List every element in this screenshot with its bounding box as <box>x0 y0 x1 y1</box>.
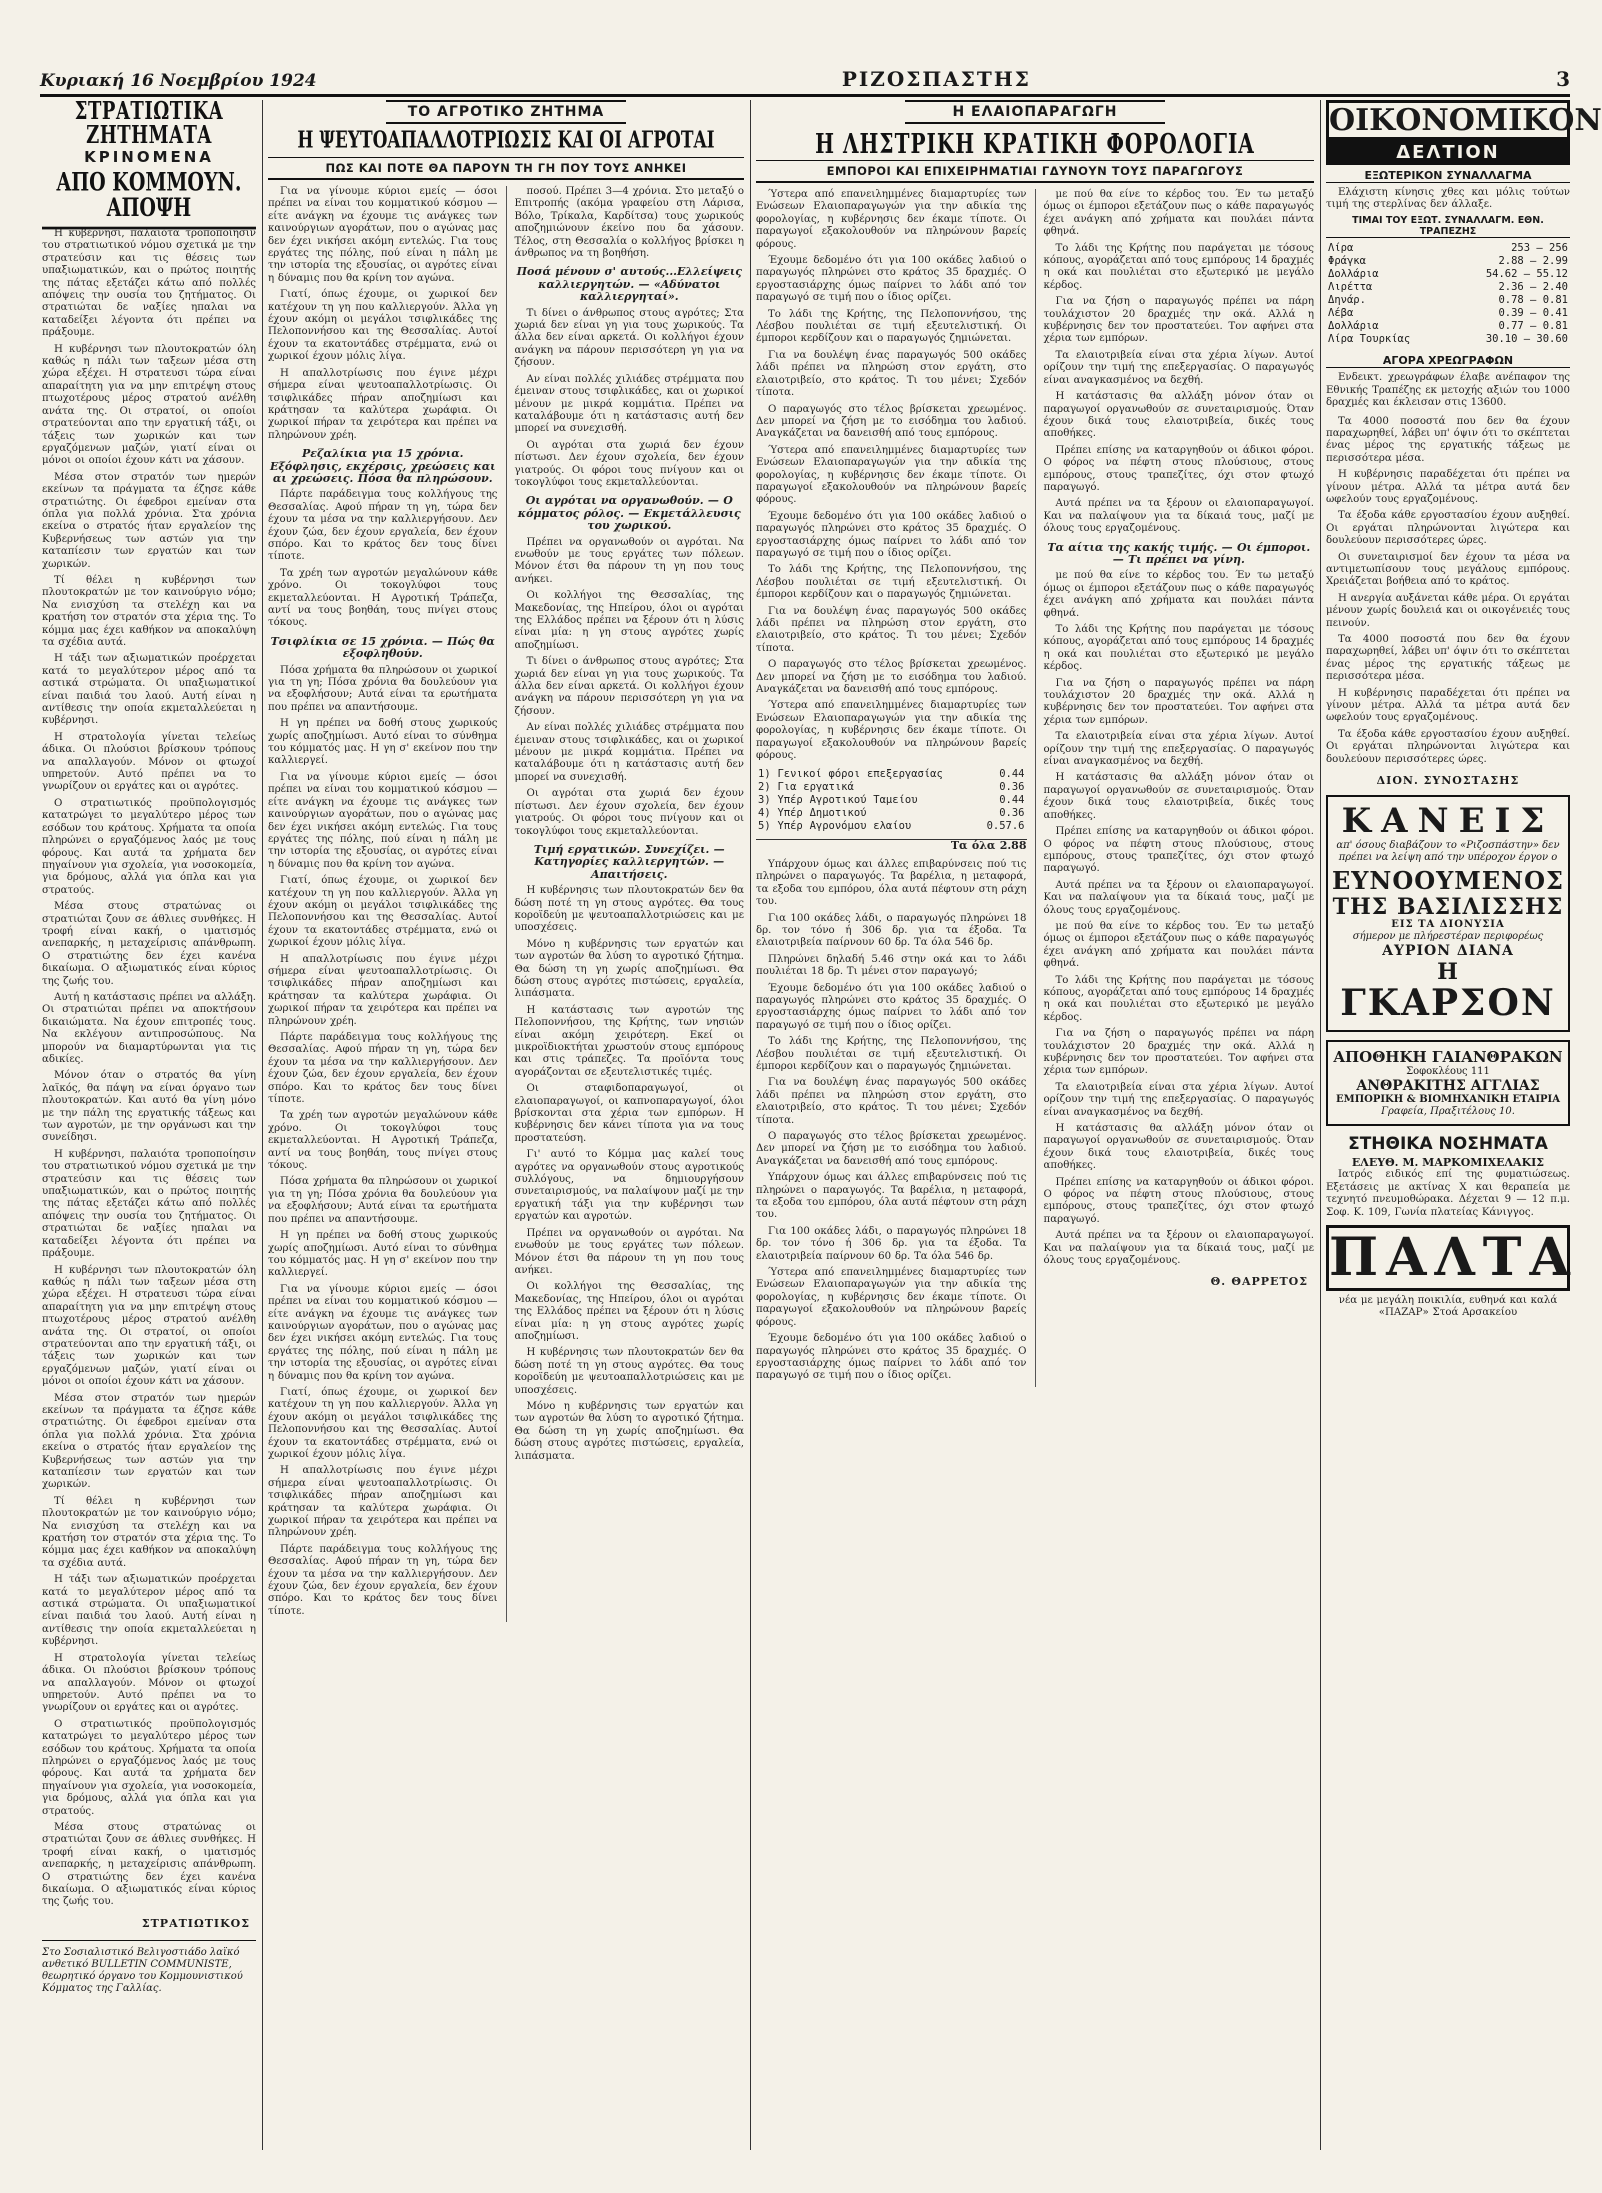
paragraph: Πάρτε παράδειγμα τους κολλήγους της Θεσσαλίας. Αφού πήραν τη γη, τώρα δεν έχουν τα μέσα να την καλλιεργήσουν. Δεν έχουν ζώα, δεν έχουν εργαλεία, δεν έχουν σπόρο. Και το κράτος δεν τους δίνει τίποτε. <box>268 1032 498 1106</box>
cost-label: 5) Υπέρ Αγρονόμου ελαίου <box>758 820 912 833</box>
ad-text: Γραφεία, Πραξιτέλους 10. <box>1381 1106 1515 1118</box>
agrarian-kicker: ΤΟ ΑΓΡΟΤΙΚΟ ΖΗΤΗΜΑ <box>386 100 626 124</box>
ad-title: ΕΥΝΟΟΥΜΕΝΟΣ <box>1332 866 1564 896</box>
paragraph: Η απαλλοτρίωσις που έγινε μέχρι σήμερα είναι ψευτοαπαλλοτρίωσις. Οι τσιφλικάδες πήραν αποζημίωσι και κράτησαν τα καλύτερα χωράφια. Οι χωρικοί πήραν τα χειρότερα και πρέπει να πληρώνουν χρέη. <box>268 1465 498 1539</box>
rate-value: 2.88 — 2.99 <box>1498 255 1568 268</box>
ad-title: ΤΗΣ ΒΑΣΙΛΙΣΣΗΣ <box>1332 893 1564 920</box>
paragraph: Έχουμε δεδομένο ότι για 100 οκάδες λαδιού ο παραγωγός πληρώνει στο κράτος 35 δραχμές. Ο εργοστασιάρχης όμως παίρνει το λάδι από τον παραγωγό σε τιμή που ο ίδιος ορίζει. <box>756 510 1027 559</box>
paragraph: Η κυβέρνησι, παλαιότα τροποποίησιν του στρατιωτικού νόμου σχετικά με την στρατεύσιν και τις θέσεις των υπαξιωματικών, και ο πρώτος ποιητής της πάτας εξετάζει κάτω από πολλές απόψεις την ουσία του ζητήματος. Οι στρατιώται δε ναξίες ηπαλαι να καταδείξει λέγοντα ότι πρέπει να πράξουμε. <box>42 228 256 339</box>
ad-text: ΑΝΘΡΑΚΙΤΗΣ ΑΓΓΛΙΑΣ <box>1356 1077 1540 1094</box>
currency: Δολλάρια <box>1328 268 1379 281</box>
paragraph: Για να γίνουμε κύριοι εμείς — όσοι πρέπει να είναι του κομματικού κόσμου — είτε ανάγκη να έχουμε τις ανάγκες των καινούργιων αγοράτων, που ο αγώνας μας δεν έχει νικήσει ακόμη εντελώς. Για τους εργάτες της πόλης, πού είναι η πάλη με την ιστορία της εξουσίας, οι αγρότες είναι η δύναμις που θα κρίνη τον αγώνα. <box>268 1283 498 1382</box>
paragraph: Τα 4000 ποσοστά που δεν θα έχουν παραχωρηθεί, λάβει υπ' όψιν ότι το σκέπτεται ένας μέρος της εργατικής τάξεως με περισσότερα μέσα. <box>1326 634 1570 683</box>
currency: Λίρα <box>1328 242 1354 255</box>
paragraph: Η κατάστασις θα αλλάξη μόνον όταν οι παραγωγοί οργανωθούν σε συνεταιρισμούς. Όταν έχουν δικά τους ελαιοτριβεία, δικές τους αποθήκες. <box>1043 772 1314 821</box>
military-signature: ΣΤΡΑΤΙΩΤΙΚΟΣ <box>141 1916 250 1930</box>
paragraph: Ο στρατιωτικός προϋπολογισμός κατατρώγει το μεγαλύτερο μέρος των εσόδων του κράτους. Χρήματα τα οποία πληρώνει ο εργαζόμενος λαός με τους φόρους. Και αυτά τα χρήματα δεν πηγαίνουν για σχολεία, για νοσοκομεία, για δρόμους, αλλά για όπλα και για στρατούς. <box>42 1718 256 1817</box>
paragraph: Τα ελαιοτριβεία είναι στα χέρια λίγων. Αυτοί ορίζουν την τιμή της επεξεργασίας. Ο παραγωγός είναι αναγκασμένος να δεχθή. <box>1043 731 1314 768</box>
paragraph: Μέσα στον στρατόν των ημερών εκείνων τα πράγματα τα έζησε κάθε στρατιώτης. Οι έφεδροι εμείναν στα όπλα για πολλά χρόνια. Στα χρόνια εκείνα ο στρατός ήταν εργαλείον της Κυβερνήσεως των αστών για την καταπίεσιν των εργατών και των χωρικών. <box>42 471 256 570</box>
ad-text: σήμερον με πλήρεστέραν περιφορέως <box>1352 931 1544 943</box>
econ-title: ΟΙΚΟΝΟΜΙΚΟΝ <box>1326 100 1570 140</box>
paragraph: Η στρατολογία γίνεται τελείως άδικα. Οι πλούσιοι βρίσκουν τρόπους να απαλλαγούν. Μόνον οι φτωχοί υπηρετούν. Αυτό πρέπει να το γνωρίζουν οι εργάτες και οι αγρότες. <box>42 1652 256 1714</box>
cost-row <box>756 781 1027 794</box>
paragraph: Το λάδι της Κρήτης, της Πελοποννήσου, της Λέσβου πουλιέται σε τιμή εξευτελιστική. Οι έμποροι κερδίζουν και ο παραγωγός ζημιώνεται. <box>756 308 1027 345</box>
page-number: 3 <box>1556 67 1570 91</box>
paragraph: Το λάδι της Κρήτης που παράγεται με τόσους κόπους, αγοράζεται από τους εμπόρους 14 δραχμές η οκά και πουλιέται στο εξωτερικό με μεγάλο κέρδος. <box>1043 624 1314 673</box>
paragraph: Το λάδι της Κρήτης, της Πελοποννήσου, της Λέσβου πουλιέται σε τιμή εξευτελιστική. Οι έμποροι κερδίζουν και ο παραγωγός ζημιώνεται. <box>756 564 1027 601</box>
paragraph: Το λάδι της Κρήτης που παράγεται με τόσους κόπους, αγοράζεται από τους εμπόρους 14 δραχμές η οκά και πουλιέται στο εξωτερικό με μεγάλο κέρδος. <box>1043 974 1314 1023</box>
paragraph: Πάρτε παράδειγμα τους κολλήγους της Θεσσαλίας. Αφού πήραν τη γη, τώρα δεν έχουν τα μέσα να την καλλιεργήσουν. Δεν έχουν ζώα, δεν έχουν εργαλεία, δεν έχουν σπόρο. Και το κράτος δεν τους δίνει τίποτε. <box>268 489 498 563</box>
paragraph: Η κατάστασις θα αλλάξη μόνον όταν οι παραγωγοί οργανωθούν σε συνεταιρισμούς. Όταν έχουν δικά τους ελαιοτριβεία, δικές τους αποθήκες. <box>1043 1123 1314 1172</box>
paragraph: Η απαλλοτρίωσις που έγινε μέχρι σήμερα είναι ψευτοαπαλλοτρίωσις. Οι τσιφλικάδες πήραν αποζημίωσι και κράτησαν τα καλύτερα χωράφια. Οι χωρικοί πήραν τα χειρότερα και πρέπει να πληρώνουν χρέη. <box>268 953 498 1027</box>
rate-value: 0.78 — 0.81 <box>1498 294 1568 307</box>
paragraph: Πρέπει επίσης να καταργηθούν οι άδικοι φόροι. Ο φόρος να πέφτη στους πλούσιους, στους εμπόρους, στους τραπεζίτες, όχι στον φτωχό παραγωγό. <box>1043 1176 1314 1225</box>
foreign-exchange-text <box>1326 187 1570 212</box>
paragraph: Ο παραγωγός στο τέλος βρίσκεται χρεωμένος. Δεν μπορεί να ζήση με το εισόδημα του λαδιού. Αναγκάζεται να δανεισθή από τους εμπόρους. <box>756 659 1027 696</box>
paragraph: Γιατί, όπως έχουμε, οι χωρικοί δεν κατέχουν τη γη που καλλιεργούν. Άλλα γη έχουν ακόμη οι μεγάλοι τσιφλικάδες της Πελοποννήσου και της Θεσσαλίας. Αυτοί έχουν τα εκατοντάδες στρέμματα, ενώ οι χωρικοί έχουν μόλις λίγα. <box>268 1386 498 1460</box>
olive-columns <box>756 189 1314 1387</box>
paragraph: Οι συνεταιρισμοί δεν έχουν τα μέσα να αντιμετωπίσουν τους μεγάλους εμπόρους. Χρειάζεται βοήθεια από το κράτος. <box>1326 551 1570 588</box>
paragraph: ποσού. Πρέπει 3—4 χρόνια. Στο μεταξύ ο Επιτροπής (ακόμα γραφείου στη Λάρισα, Βόλο, Τρίκαλα, Καρδίτσα) τους χωρικούς αποζημιώνουν έκείνο που δα χάσουν. Τέλος, στη Θεσσαλία ο κολλήγος βρίσκει η άνθρωπος να τη βοηθήση. <box>514 186 744 260</box>
paragraph: Η κυβέρνησις παραδέχεται ότι πρέπει να γίνουν μέτρα. Αλλά τα μέτρα αυτά δεν ωφελούν τους εργαζομένους. <box>1326 469 1570 505</box>
ad-body <box>1326 1169 1570 1219</box>
coats-ad-title: ΠΑΛΤΑ <box>1326 1225 1570 1291</box>
currency: Λέβα <box>1328 307 1354 320</box>
paragraph: Η στρατολογία γίνεται τελείως άδικα. Οι πλούσιοι βρίσκουν τρόπους να απαλλαγούν. Μόνον οι φτωχοί υπηρετούν. Αυτό πρέπει να το γνωρίζουν οι εργάτες και οι αγρότες. <box>42 731 256 793</box>
section-heading: Οι αγρόται να οργανωθούν. — Ο κόμματος ρόλος. — Εκμετάλλευσις του χωρικού. <box>517 494 741 533</box>
paragraph: Ύστερα από επανειλημμένες διαμαρτυρίες των Ενώσεων Ελαιοπαραγωγών για την αδικία της φορολογίας, η κυβέρνησις δεν έκαμε τίποτε. Οι παραγωγοί εξακολουθούν να πληρώνουν βαρείς φόρους. <box>756 700 1027 762</box>
paragraph: Πρέπει επίσης να καταργηθούν οι άδικοι φόροι. Ο φόρος να πέφτη στους πλούσιους, στους εμπόρους, στους τραπεζίτες, όχι στον φτωχό παραγωγό. <box>1043 826 1314 875</box>
paragraph: Η τάξι των αξιωματικών προέρχεται κατά το μεγαλύτερον μέρος από τα αστικά στρώματα. Οι υπαξιωματικοί είναι παιδιά του λαού. Αυτή είναι η αντίθεσις την οποία εκμεταλλεύεται η κυβέρνησι. <box>42 653 256 727</box>
paragraph: Τα ελαιοτριβεία είναι στα χέρια λίγων. Αυτοί ορίζουν την τιμή της επεξεργασίας. Ο παραγωγός είναι αναγκασμένος να δεχθή. <box>1043 1081 1314 1118</box>
doctor-ad <box>1326 1134 1570 1219</box>
paragraph: Η γη πρέπει να δοθή στους χωρικούς χωρίς αποζημίωσι. Αυτό είναι το σύνθημα του κόμματός μας. Η γη σ' εκείνον που την καλλιεργεί. <box>268 1230 498 1279</box>
paragraph: Έχουμε δεδομένο ότι για 100 οκάδες λαδιού ο παραγωγός πληρώνει στο κράτος 35 δραχμές. Ο εργοστασιάρχης όμως παίρνει το λάδι από τον παραγωγό σε τιμή που ο ίδιος ορίζει. <box>756 255 1027 304</box>
paragraph: Ο παραγωγός στο τέλος βρίσκεται χρεωμένος. Δεν μπορεί να ζήση με το εισόδημα του λαδιού. Αναγκάζεται να δανεισθή από τους εμπόρους. <box>756 403 1027 440</box>
econ-subtitle: ΔΕΛΤΙΟΝ <box>1326 140 1570 165</box>
paragraph: Υπάρχουν όμως και άλλες επιβαρύνσεις πού τις πληρώνει ο παραγωγός. Τα βαρέλια, η μεταφορά, τα εξοδα του εμπόρου, όλα αυτά πέφτουν στη ράχη του. <box>756 858 1027 908</box>
theatre-ad <box>1326 795 1570 1032</box>
olive-oil-article <box>756 100 1314 2170</box>
paragraph: Η γη πρέπει να δοθή στους χωρικούς χωρίς αποζημίωσι. Αυτό είναι το σύνθημα του κόμματός μας. Η γη σ' εκείνον που την καλλιεργεί. <box>268 718 498 767</box>
paragraph: Πρέπει να οργανωθούν οι αγρόται. Να ενωθούν με τους εργάτες των πόλεων. Μόνον έτσι θα πάρουν τη γη που τους ανήκει. <box>514 1227 744 1276</box>
paragraph: Για να δουλέψη ένας παραγωγός 500 οκάδες λάδι πρέπει να πληρώση στον εργάτη, στο ελαιοτριβείο, στο κράτος. Τι του μένει; Σχεδόν τίποτα. <box>756 349 1027 399</box>
paragraph: Ύστερα από επανειλημμένες διαμαρτυρίες των Ενώσεων Ελαιοπαραγωγών για την αδικία της φορολογίας, η κυβέρνησις δεν έκαμε τίποτε. Οι παραγωγοί εξακολουθούν να πληρώνουν βαρείς φόρους. <box>756 444 1027 506</box>
paragraph: Η τάξι των αξιωματικών προέρχεται κατά το μεγαλύτερον μέρος από τα αστικά στρώματα. Οι υπαξιωματικοί είναι παιδιά του λαού. Αυτή είναι η αντίθεσις την οποία εκμεταλλεύεται η κυβέρνησι. <box>42 1574 256 1648</box>
paragraph: Για να ζήση ο παραγωγός πρέπει να πάρη τουλάχιστον 20 δραχμές την οκά. Αλλά η κυβέρνησις δεν τον προστατεύει. Τον αφήνει στα χέρια των εμπόρων. <box>1043 296 1314 345</box>
military-footnote: Στο Σοσιαλιστικό Βελιγοστιάδο λαϊκό ανθετικό BULLETIN COMMUNISTE, θεωρητικό όργανο του Κομμουνιστικού Κόμματος της Γαλλίας. <box>42 1940 256 1995</box>
section-heading: Ποσά μένουν σ' αυτούς...Ελλείψεις καλλιεργητών. — «Αδύνατοι καλλιεργηταί». <box>516 265 742 304</box>
rate-value: 0.77 — 0.81 <box>1498 320 1568 333</box>
paragraph: Πάρτε παράδειγμα τους κολλήγους της Θεσσαλίας. Αφού πήραν τη γη, τώρα δεν έχουν τα μέσα να την καλλιεργήσουν. Δεν έχουν ζώα, δεν έχουν εργαλεία, δεν έχουν σπόρο. Και το κράτος δεν τους δίνει τίποτε. <box>268 1543 498 1617</box>
agrarian-col-b <box>515 186 745 1622</box>
ad-title: ΣΤΗΘΙΚΑ ΝΟΣΗΜΑΤΑ <box>1348 1134 1548 1155</box>
military-article <box>42 97 256 2170</box>
ad-heading: ΚΑΝΕΙΣ <box>1341 801 1555 842</box>
cost-label: 1) Γενικοί φόροι επεξεργασίας <box>758 768 943 781</box>
paragraph: Ο παραγωγός στο τέλος βρίσκεται χρεωμένος. Δεν μπορεί να ζήση με το εισόδημα του λαδιού. Αναγκάζεται να δανεισθή από τους εμπόρους. <box>756 1131 1027 1167</box>
paragraph: με πού θα είνε το κέρδος του. Έν τω μεταξύ όμως οι έμποροι εξετάζουν πως ο κάθε παραγωγός έχει ανάγκη από χρήματα και πουλάει πάντα φθηνά. <box>1043 189 1314 238</box>
paragraph: Οι αγρόται στα χωριά δεν έχουν πίστωσι. Δεν έχουν σχολεία, δεν έχουν γιατρούς. Οι φόροι τους πνίγουν και οι τοκογλύφοι τους εκμεταλλεύονται. <box>514 788 744 837</box>
securities-heading: ΑΓΟΡΑ ΧΡΕΩΓΡΑΦΩΝ <box>1326 354 1570 368</box>
military-subtitle: ΚΡΙΝΟΜΕΝΑ <box>84 148 214 166</box>
military-headline: ΑΠΟ ΚΟΜΜΟΥΝ. ΑΠΟΨΗ <box>42 170 256 229</box>
rate-row <box>1326 242 1570 255</box>
ad-title: ΑΠΟΘΗΚΗ ΓΑΙΑΝΘΡΑΚΩΝ <box>1333 1047 1563 1066</box>
paragraph: Ύστερα από επανειλημμένες διαμαρτυρίες των Ενώσεων Ελαιοπαραγωγών για την αδικία της φορολογίας, η κυβέρνησις δεν έκαμε τίποτε. Οι παραγωγοί εξακολουθούν να πληρώνουν βαρείς φόρους. <box>756 1267 1027 1328</box>
ad-venue: ΕΙΣ ΤΑ ΔΙΟΝΥΣΙΑ <box>1391 919 1505 931</box>
paragraph: Γιατί, όπως έχουμε, οι χωρικοί δεν κατέχουν τη γη που καλλιεργούν. Άλλα γη έχουν ακόμη οι μεγάλοι τσιφλικάδες της Πελοποννήσου και της Θεσσαλίας. Αυτοί έχουν τα εκατοντάδες στρέμματα, ενώ οι χωρικοί έχουν μόλις λίγα. <box>268 875 498 949</box>
paragraph: Ύστερα από επανειλημμένες διαμαρτυρίες των Ενώσεων Ελαιοπαραγωγών για την αδικία της φορολογίας, η κυβέρνησις δεν έκαμε τίποτε. Οι παραγωγοί εξακολουθούν να πληρώνουν βαρείς φόρους. <box>756 189 1027 250</box>
military-title: ΣΤΡΑΤΙΩΤΙΚΑ ΖΗΤΗΜΑΤΑ <box>74 97 224 150</box>
paragraph: Μέσα στον στρατόν των ημερών εκείνων τα πράγματα τα έζησε κάθε στρατιώτης. Οι έφεδροι εμείναν στα όπλα για πολλά χρόνια. Στα χρόνια εκείνα ο στρατός ήταν εργαλείον της Κυβερνήσεως των αστών για την καταπίεσιν των εργατών και των χωρικών. <box>42 1392 256 1491</box>
paragraph: Τα χρέη των αγροτών μεγαλώνουν κάθε χρόνο. Οι τοκογλύφοι τους εκμεταλλεύονται. Η Αγροτική Τράπεζα, αντί να τους βοηθάη, τους πνίγει στους τόκους. <box>268 567 498 629</box>
paragraph: Πόσα χρήματα θα πληρώσουν οι χωρικοί για τη γη; Πόσα χρόνια θα δουλεύουν για να εξοφλήσουν; Αυτά είναι τα ερωτήματα που πρέπει να απαντήσουμε. <box>268 664 498 713</box>
ad-title: Η <box>1437 958 1459 985</box>
paragraph: Η κυβέρνησι, παλαιότα τροποποίησιν του στρατιωτικού νόμου σχετικά με την στρατεύσιν και τις θέσεις των υπαξιωματικών, και ο πρώτος ποιητής της πάτας εξετάζει κάτω από πολλές απόψεις την ουσία του ζητήματος. Οι στρατιώται δε ναξίες ηπαλαι να καταδείξει λέγοντα ότι πρέπει να πράξουμε. <box>42 1148 256 1260</box>
rate-value: 2.36 — 2.40 <box>1498 281 1568 294</box>
cost-label: 3) Υπέρ Αγροτικού Ταμείου <box>758 794 918 807</box>
paragraph: Για να γίνουμε κύριοι εμείς — όσοι πρέπει να είναι του κομματικού κόσμου — είτε ανάγκη να έχουμε τις ανάγκες των καινούργιων αγοράτων, που ο αγώνας μας δεν έχει νικήσει ακόμη εντελώς. Για τους εργάτες της πόλης, πού είναι η πάλη με την ιστορία της εξουσίας, οι αγρότες είναι η δύναμις που θα κρίνη τον αγώνα. <box>268 186 498 284</box>
paragraph: Η κυβέρνησις παραδέχεται ότι πρέπει να γίνουν μέτρα. Αλλά τα μέτρα αυτά δεν ωφελούν τους εργαζομένους. <box>1326 687 1570 724</box>
rate-row <box>1326 333 1570 346</box>
agrarian-columns <box>268 186 744 1622</box>
inner-rule <box>1035 189 1036 1387</box>
masthead <box>40 62 1570 97</box>
paragraph: Μόνον όταν ο στρατός θα γίνη λαϊκός, θα πάψη να είναι όργανο των πλουτοκρατών. Και αυτό θα γίνη μόνο με την πάλη της εργατικής τάξεως και των αγροτών, με την οργάνωσι και την συνείδησι. <box>42 1070 256 1144</box>
olive-headline: Η ΛΗΣΤΡΙΚΗ ΚΡΑΤΙΚΗ ΦΟΡΟΛΟΓΙΑ <box>815 127 1255 160</box>
paragraph: Το λάδι της Κρήτης που παράγεται με τόσους κόπους, αγοράζεται από τους εμπόρους 14 δραχμές η οκά και πουλιέται στο εξωτερικό με μεγάλο κέρδος. <box>1043 242 1314 291</box>
paragraph: Υπάρχουν όμως και άλλες επιβαρύνσεις πού τις πληρώνει ο παραγωγός. Τα βαρέλια, η μεταφορά, τα εξοδα του εμπόρου, όλα αυτά πέφτουν στη ράχη του. <box>756 1172 1027 1221</box>
paragraph: Τα έξοδα κάθε εργοστασίου έχουν αυξηθεί. Οι εργάται πληρώνονται λιγώτερα και δουλεύουν περισσότερες ώρες. <box>1326 728 1570 765</box>
paragraph: Αυτά πρέπει να τα ξέρουν οι ελαιοπαραγωγοί. Και να παλαίψουν για τα δίκαιά τους, μαζί με όλους τους εργαζομένους. <box>1043 1230 1314 1267</box>
paragraph: Η κατάστασις των αγροτών της Πελοποννήσου, της Κρήτης, των νησιών είναι ακόμη χειρότερη. Εκεί οι μικροϊδιοκτήται χρωστούν στους εμπόρους και στις τράπεζες. Τα προϊόντα τους αγοράζονται σε εξευτελιστικές τιμές. <box>514 1004 744 1078</box>
paragraph: Πρέπει επίσης να καταργηθούν οι άδικοι φόροι. Ο φόρος να πέφτη στους πλούσιους, στους εμπόρους, στους τραπεζίτες, όχι στον φτωχό παραγωγό. <box>1043 444 1314 493</box>
cost-row <box>756 794 1027 807</box>
coal-ad <box>1326 1040 1570 1127</box>
currency: Λιρέττα <box>1328 281 1373 294</box>
cost-value: 0.44 <box>999 794 1025 807</box>
paragraph: Η ανεργία αυξάνεται κάθε μέρα. Οι εργάται μένουν χωρίς δουλειά και οι οικογένειές τους πεινούν. <box>1326 592 1570 629</box>
cost-label: 4) Υπέρ Δημοτικού <box>758 807 867 820</box>
ad-text: ΑΥΡΙΟΝ ΔΙΑΝΑ <box>1382 943 1514 960</box>
column-rule <box>262 100 263 2150</box>
paragraph: Οι σταφιδοπαραγωγοί, οι ελαιοπαραγωγοί, οι καπνοπαραγωγοί, όλοι βρίσκονται στα χέρια των εμπόρων. Η κυβέρνησις δεν κάνει τίποτα για να τους προστατεύση. <box>514 1083 744 1144</box>
paragraph: Ο στρατιωτικός προϋπολογισμός κατατρώγει το μεγαλύτερο μέρος των εσόδων του κράτους. Χρήματα τα οποία πληρώνει ο εργαζόμενος λαός με τους φόρους. Και αυτά τα χρήματα δεν πηγαίνουν για σχολεία, για νοσοκομεία, για δρόμους, αλλά για όπλα και για στρατούς. <box>42 797 256 896</box>
ad-text: απ' όσους διαβάζουν το «Ριζοσπάστην» δεν πρέπει να λείψη από την υπέροχον έργον ο <box>1336 840 1560 864</box>
paragraph: Τα 4000 ποσοστά που δεν θα έχουν παραχωρηθεί, λάβει υπ' όψιν ότι το σκέπτεται ένας μέρος της εργατικής τάξεως με περισσότερα μέσα. <box>1326 415 1570 464</box>
ad-text: Σοφοκλέους 111 <box>1406 1065 1490 1077</box>
column-rule <box>1320 100 1321 2150</box>
econ-signature: ΔΙΟΝ. ΣΥΝΟΣΤΑΣΗΣ <box>1376 774 1520 788</box>
currency: Φράγκα <box>1328 255 1366 268</box>
paragraph: Η κυβέρνησι των πλουτοκρατών όλη καθώς η πάλι των ταξεων μέσα στη χώρα εξέχει. Η στρατευσι τώρα είναι απαραίτητη για να μην επιτρέψη στους πτωχοτέρους μέρος στρατού ανέλθη ανάτα της. Οι στρατοί, οι οποίοι στρατεύονται απο την εργατική τάξι, οι τάξεις των χωρικών και των εργαζόμενων μαζών, γιατί είναι οι μόνοι οι οποίοι έχουν κάτι να χάσουν. <box>42 343 256 467</box>
paragraph: Για να δουλέψη ένας παραγωγός 500 οκάδες λάδι πρέπει να πληρώση στον εργάτη, στο ελαιοτριβείο, στο κράτος. Τι του μένει; Σχεδόν τίποτα. <box>756 1077 1027 1126</box>
rate-value: 54.62 — 55.12 <box>1485 268 1568 281</box>
paragraph: Αν είναι πολλές χιλιάδες στρέμματα που έμειναν στους τσιφλικάδες, και οι χωρικοί μένουν με μικρά κομμάτια. Πρέπει να καταλάβουμε ότι η κατάστασις αυτή δεν μπορεί να συνεχισθή. <box>514 722 744 783</box>
paragraph: Οι αγρόται στα χωριά δεν έχουν πίστωσι. Δεν έχουν σχολεία, δεν έχουν γιατρούς. Οι φόροι τους πνίγουν και οι τοκογλύφοι τους εκμεταλλεύονται. <box>514 439 744 488</box>
paragraph: Για να ζήση ο παραγωγός πρέπει να πάρη τουλάχιστον 20 δραχμές την οκά. Αλλά η κυβέρνησις δεν τον προστατεύει. Τον αφήνει στα χέρια των εμπόρων. <box>1043 677 1314 726</box>
paragraph: Ενδεικτ. χρεωγράφων έλαβε ανέπαφον της Εθνικής Τραπέζης εκ μετοχής αξιών του 1000 δραχμές και έκλεισαν στις 13600. <box>1326 372 1570 409</box>
paragraph: Η κυβέρνησις των πλουτοκρατών δεν θα δώση ποτέ τη γη στους αγρότες. Θα τους κοροϊδεύη με ψευτοαπαλλοτριώσεις και με υποσχέσεις. <box>514 885 744 934</box>
agrarian-headline: Η ΨΕΥΤΟΑΠΑΛΛΟΤΡΙΩΣΙΣ ΚΑΙ ΟΙ ΑΓΡΟΤΑΙ <box>297 127 715 155</box>
currency: Λίρα Τουρκίας <box>1328 333 1411 346</box>
cost-value: 0.57.6 <box>986 820 1025 833</box>
paragraph: Αν είναι πολλές χιλιάδες στρέμματα που έμειναν στους τσιφλικάδες, και οι χωρικοί μένουν με μικρά κομμάτια. Πρέπει να καταλάβουμε ότι η κατάστασις αυτή δεν μπορεί να συνεχισθή. <box>514 373 744 435</box>
rate-row <box>1326 281 1570 294</box>
inner-rule <box>506 186 507 1622</box>
cost-label: 2) Για εργατικά <box>758 781 854 794</box>
economic-column <box>1326 100 1602 2170</box>
paragraph: Τα ελαιοτριβεία είναι στα χέρια λίγων. Αυτοί ορίζουν την τιμή της επεξεργασίας. Ο παραγωγός είναι αναγκασμένος να δεχθή. <box>1043 349 1314 386</box>
paragraph: Το λάδι της Κρήτης, της Πελοποννήσου, της Λέσβου πουλιέται σε τιμή εξευτελιστική. Οι έμποροι κερδίζουν και ο παραγωγός ζημιώνεται. <box>756 1036 1027 1072</box>
paragraph: Ελάχιστη κίνησις χθες και μόλις τούτων τιμή της στερλίνας δεν άλλαξε. <box>1326 186 1570 210</box>
olive-kicker: Η ΕΛΑΙΟΠΑΡΑΓΩΓΗ <box>905 100 1165 124</box>
agrarian-subhead: ΠΩΣ ΚΑΙ ΠΟΤΕ ΘΑ ΠΑΡΟΥΝ ΤΗ ΓΗ ΠΟΥ ΤΟΥΣ ΑΝΗΚΕΙ <box>268 157 744 180</box>
rate-row <box>1326 307 1570 320</box>
currency: Δηνάρ. <box>1328 294 1366 307</box>
paragraph: Μέσα στους στρατώνας οι στρατιώται ζουν σε άθλιες συνθήκες. Η τροφή είναι κακή, ο ιματισμός ανεπαρκής, η μεταχείρισις απάνθρωπη. Ο στρατιώτης δεν έχει κανένα δικαίωμα. Ο αξιωματικός είναι κύριος της ζωής του. <box>42 1821 256 1908</box>
ad-text: ΕΛΕΥΘ. Μ. ΜΑΡΚΟΜΙΧΕΛΑΚΙΣ <box>1351 1156 1545 1170</box>
econ-news <box>1326 416 1570 767</box>
paragraph: νέα με μεγάλη ποικιλία, ευθηνά και καλά «ΠΑΖΑΡ» Στοά Αρσακείου <box>1338 1294 1558 1319</box>
olive-col-b <box>1044 189 1315 1387</box>
rate-value: 0.39 — 0.41 <box>1498 307 1568 320</box>
exchange-rates-table <box>1326 242 1570 346</box>
rate-row <box>1326 294 1570 307</box>
paragraph: Τι δίνει ο άνθρωπος στους αγρότες; Στα χωριά δεν είναι γη για τους χωρικούς. Τα άλλα δεν είναι αρκετά. Οι κολλήγοι έχουν ανάγκη να πάρουν περισσότερη γη για να ζήσουν. <box>514 656 744 717</box>
coats-ad-text <box>1326 1295 1570 1320</box>
rate-value: 253 — 256 <box>1511 242 1568 255</box>
currency: Δολλάρια <box>1328 320 1379 333</box>
paragraph: Για 100 οκάδες λάδι, ο παραγωγός πληρώνει 18 δρ. τον τόνο ή 306 δρ. για τα έξοδα. Τα ελαιοτριβεία παίρνουν 60 δρ. Τα όλα 546 δρ. <box>756 912 1027 949</box>
olive-subhead: ΕΜΠΟΡΟΙ ΚΑΙ ΕΠΙΧΕΙΡΗΜΑΤΙΑΙ ΓΔΥΝΟΥΝ ΤΟΥΣ ΠΑΡΑΓΩΓΟΥΣ <box>756 160 1314 183</box>
paragraph: Γι' αυτό το Κόμμα μας καλεί τους αγρότες να οργανωθούν στους αγροτικούς συλλόγους, να δημιουργήσουν συνεταιρισμούς, να παλαίψουν μαζί με την εργατική τάξι για την κυβέρνησι των εργατών και αγροτών. <box>514 1149 744 1223</box>
rate-row <box>1326 255 1570 268</box>
paragraph: Τα έξοδα κάθε εργοστασίου έχουν αυξηθεί. Οι εργάται πληρώνονται λιγώτερα και δουλεύουν περισσότερες ώρες. <box>1326 510 1570 547</box>
paragraph: Η κυβέρνησις των πλουτοκρατών δεν θα δώση ποτέ τη γη στους αγρότες. Θα τους κοροϊδεύη με ψευτοαπαλλοτριώσεις και με υποσχέσεις. <box>514 1347 744 1396</box>
paragraph: Η κατάστασις θα αλλάξη μόνον όταν οι παραγωγοί οργανωθούν σε συνεταιρισμούς. Όταν έχουν δικά τους ελαιοτριβεία, δικές τους αποθήκες. <box>1043 391 1314 440</box>
section-heading: Τσιφλίκια σε 15 χρόνια. — Πώς θα εξοφληθούν. <box>270 634 495 661</box>
section-heading: Τα αίτια της κακής τιμής. — Οι έμποροι. — Τι πρέπει να γίνη. <box>1047 540 1311 566</box>
paragraph: Η απαλλοτρίωσις που έγινε μέχρι σήμερα είναι ψευτοαπαλλοτρίωσις. Οι τσιφλικάδες πήραν αποζημίωσι και κράτησαν τα καλύτερα χωράφια. Οι χωρικοί πήραν τα χειρότερα και πρέπει να πληρώνουν χρέη. <box>268 367 498 441</box>
rate-value: 30.10 — 30.60 <box>1485 333 1568 346</box>
paragraph: Για να ζήση ο παραγωγός πρέπει να πάρη τουλάχιστον 20 δραχμές την οκά. Αλλά η κυβέρνησις δεν τον προστατεύει. Τον αφήνει στα χέρια των εμπόρων. <box>1043 1028 1314 1077</box>
paragraph: Γιατί, όπως έχουμε, οι χωρικοί δεν κατέχουν τη γη που καλλιεργούν. Άλλα γη έχουν ακόμη οι μεγάλοι τσιφλικάδες της Πελοποννήσου και της Θεσσαλίας. Αυτοί έχουν τα εκατοντάδες στρέμματα, ενώ οι χωρικοί έχουν μόλις λίγα. <box>268 289 498 363</box>
paragraph: Οι κολλήγοι της Θεσσαλίας, της Μακεδονίας, της Ηπείρου, όλοι οι αγρόται της Ελλάδος πρέπει να ξέρουν ότι η λύσις είναι μία: η γη στους αγρότες χωρίς αποζημίωσι. <box>514 590 744 651</box>
paragraph: Μόνο η κυβέρνησις των εργατών και των αγροτών θα λύση το αγροτικό ζήτημα. Θα δώση τη γη χωρίς αποζημίωσι. Θα δώση στους αγρότες πιστώσεις, εργαλεία, λιπάσματα. <box>514 938 744 1000</box>
paragraph: Αυτά πρέπει να τα ξέρουν οι ελαιοπαραγωγοί. Και να παλαίψουν για τα δίκαιά τους, μαζί με όλους τους εργαζομένους. <box>1043 879 1314 916</box>
cost-value: 0.36 <box>999 807 1025 820</box>
paragraph: Για να γίνουμε κύριοι εμείς — όσοι πρέπει να είναι του κομματικού κόσμου — είτε ανάγκη να έχουμε τις ανάγκες των καινούργιων αγοράτων, που ο αγώνας μας δεν έχει νικήσει ακόμη εντελώς. Για τους εργάτες της πόλης, πού είναι η πάλη με την ιστορία της εξουσίας, οι αγρότες είναι η δύναμις που θα κρίνη τον αγώνα. <box>268 771 498 870</box>
agrarian-col-a <box>268 186 498 1622</box>
paragraph: Έχουμε δεδομένο ότι για 100 οκάδες λαδιού ο παραγωγός πληρώνει στο κράτος 35 δραχμές. Ο εργοστασιάρχης όμως παίρνει το λάδι από τον παραγωγό σε τιμή που ο ίδιος ορίζει. <box>756 1333 1027 1382</box>
paragraph: Τα χρέη των αγροτών μεγαλώνουν κάθε χρόνο. Οι τοκογλύφοι τους εκμεταλλεύονται. Η Αγροτική Τράπεζα, αντί να τους βοηθάη, τους πνίγει στους τόκους. <box>268 1110 498 1172</box>
paragraph: Η κυβέρνησι των πλουτοκρατών όλη καθώς η πάλι των ταξεων μέσα στη χώρα εξέχει. Η στρατευσι τώρα είναι απαραίτητη για να μην επιτρέψη στους πτωχοτέρους μέρος στρατού ανέλθη ανάτα της. Οι στρατοί, οι οποίοι στρατεύονται απο την εργατική τάξι, οι τάξεις των χωρικών και των εργαζόμενων μαζών, γιατί είναι οι μόνοι οι οποίοι έχουν κάτι να χάσουν. <box>42 1264 256 1388</box>
foreign-exchange-heading: ΕΞΩΤΕΡΙΚΟΝ ΣΥΝΑΛΛΑΓΜΑ <box>1326 169 1570 183</box>
paragraph: Μέσα στους στρατώνας οι στρατιώται ζουν σε άθλιες συνθήκες. Η τροφή είναι κακή, ο ιματισμός ανεπαρκής, η μεταχείρισις απάνθρωπη. Ο στρατιώτης δεν έχει κανένα δικαίωμα. Ο αξιωματικός είναι κύριος της ζωής του. <box>42 901 256 987</box>
issue-date: Κυριακή 16 Νοεμβρίου 1924 <box>40 71 317 91</box>
olive-signature: Θ. ΘΑΡΡΕΤΟΣ <box>1210 1274 1308 1288</box>
paragraph: Έχουμε δεδομένο ότι για 100 οκάδες λαδιού ο παραγωγός πληρώνει στο κράτος 35 δραχμές. Ο εργοστασιάρχης όμως παίρνει το λάδι από τον παραγωγό σε τιμή που ο ίδιος ορίζει. <box>756 982 1027 1031</box>
military-body <box>42 228 256 1909</box>
paragraph: Πληρώνει δηλαδή 5.46 στην οκά και το λάδι πουλιέται 18 δρ. Τι μένει στον παραγωγό; <box>756 953 1027 978</box>
cost-row <box>756 807 1027 820</box>
cost-value: 0.44 <box>999 768 1025 781</box>
paragraph: Μόνο η κυβέρνησις των εργατών και των αγροτών θα λύση το αγροτικό ζήτημα. Θα δώση τη γη χωρίς αποζημίωσι. Θα δώση στους αγρότες πιστώσεις, εργαλεία, λιπάσματα. <box>514 1400 744 1462</box>
paragraph: Τί θέλει η κυβέρνησι των πλουτοκρατών με τον καινούργιο νόμο; Να ενισχύση τα στελέχη και να κρατήση τον στρατόν στα χέρια της. Το κόμμα μας έχει καθήκον να αποκαλύψη τα σχέδια αυτά. <box>42 574 256 648</box>
paragraph: με πού θα είνε το κέρδος του. Έν τω μεταξύ όμως οι έμποροι εξετάζουν πως ο κάθε παραγωγός έχει ανάγκη από χρήματα και πουλάει πάντα φθηνά. <box>1043 570 1314 619</box>
olive-col-a <box>756 189 1027 1387</box>
ad-title: ΓΚΑΡΣΟΝ <box>1340 982 1556 1025</box>
column-rule <box>750 100 751 2150</box>
cost-value: 0.36 <box>999 781 1025 794</box>
cost-total: Τα όλα 2.88 <box>756 839 1027 852</box>
securities-text <box>1326 372 1570 409</box>
rates-heading: ΤΙΜΑΙ ΤΟΥ ΕΞΩΤ. ΣΥΝΑΛΛΑΓΜ. ΕΘΝ. ΤΡΑΠΕΖΗΣ <box>1326 215 1570 238</box>
paragraph: Για 100 οκάδες λάδι, ο παραγωγός πληρώνει 18 δρ. τον τόνο ή 306 δρ. για τα έξοδα. Τα ελαιοτριβεία παίρνουν 60 δρ. Τα όλα 546 δρ. <box>756 1225 1027 1262</box>
rate-row <box>1326 320 1570 333</box>
paragraph: Τι δίνει ο άνθρωπος στους αγρότες; Στα χωριά δεν είναι γη για τους χωρικούς. Τα άλλα δεν είναι αρκετά. Οι κολλήγοι έχουν ανάγκη να πάρουν περισσότερη γη για να ζήσουν. <box>514 307 744 369</box>
cost-row <box>756 820 1027 833</box>
paragraph: Τί θέλει η κυβέρνησι των πλουτοκρατών με τον καινούργιο νόμο; Να ενισχύση τα στελέχη και να κρατήση τον στρατόν στα χέρια της. Το κόμμα μας έχει καθήκον να αποκαλύψη τα σχέδια αυτά. <box>42 1495 256 1569</box>
paragraph: Ιατρός ειδικός επί της φυματιώσεως. Εξετάσεις με ακτίνας Χ και θεραπεία με τεχνητό πνευμοθώρακα. Δέχεται 9 — 12 π.μ. Σοφ. Κ. 109, Γωνία πλατείας Κάνιγγος. <box>1326 1169 1570 1218</box>
paragraph: Για να δουλέψη ένας παραγωγός 500 οκάδες λάδι πρέπει να πληρώση στον εργάτη, στο ελαιοτριβείο, στο κράτος. Τι του μένει; Σχεδόν τίποτα. <box>756 605 1027 654</box>
agrarian-article <box>268 100 744 2170</box>
section-heading: Ρεζαλίκια για 15 χρόνια. Εξόφλησις, εκχέρσις, χρεώσεις και αι χρεώσεις. Πόσα θα πληρώσουν. <box>269 447 496 485</box>
cost-table <box>756 768 1027 833</box>
ad-text: ΕΜΠΟΡΙΚΗ & ΒΙΟΜΗΧΑΝΙΚΗ ΕΤΑΙΡΙΑ <box>1336 1094 1560 1106</box>
paragraph: Αυτή η κατάστασις πρέπει να αλλάξη. Οι στρατιώται πρέπει να αποκτήσουν δικαιώματα. Να έχουν επιτροπές τους. Να εκλέγουν αντιπροσώπους. Να μπορούν να διαμαρτύρωνται για τις αδικίες. <box>42 991 256 1065</box>
cost-row <box>756 768 1027 781</box>
paragraph: Αυτά πρέπει να τα ξέρουν οι ελαιοπαραγωγοί. Και να παλαίψουν για τα δίκαιά τους, μαζί με όλους τους εργαζομένους. <box>1043 498 1314 535</box>
paper-name: ΡΙΖΟΣΠΑΣΤΗΣ <box>841 67 1031 91</box>
paragraph: Πόσα χρήματα θα πληρώσουν οι χωρικοί για τη γη; Πόσα χρόνια θα δουλεύουν για να εξοφλήσουν; Αυτά είναι τα ερωτήματα που πρέπει να απαντήσουμε. <box>268 1176 498 1225</box>
rate-row <box>1326 268 1570 281</box>
section-heading: Τιμή εργατικών. Συνεχίζει. — Κατηγορίες καλλιεργητών. — Απαιτήσεις. <box>533 842 725 881</box>
paragraph: με πού θα είνε το κέρδος του. Έν τω μεταξύ όμως οι έμποροι εξετάζουν πως ο κάθε παραγωγός έχει ανάγκη από χρήματα και πουλάει πάντα φθηνά. <box>1043 920 1314 970</box>
paragraph: Πρέπει να οργανωθούν οι αγρόται. Να ενωθούν με τους εργάτες των πόλεων. Μόνον έτσι θα πάρουν τη γη που τους ανήκει. <box>514 536 744 585</box>
paragraph: Οι κολλήγοι της Θεσσαλίας, της Μακεδονίας, της Ηπείρου, όλοι οι αγρόται της Ελλάδος πρέπει να ξέρουν ότι η λύσις είναι μία: η γη στους αγρότες χωρίς αποζημίωσι. <box>514 1281 744 1342</box>
